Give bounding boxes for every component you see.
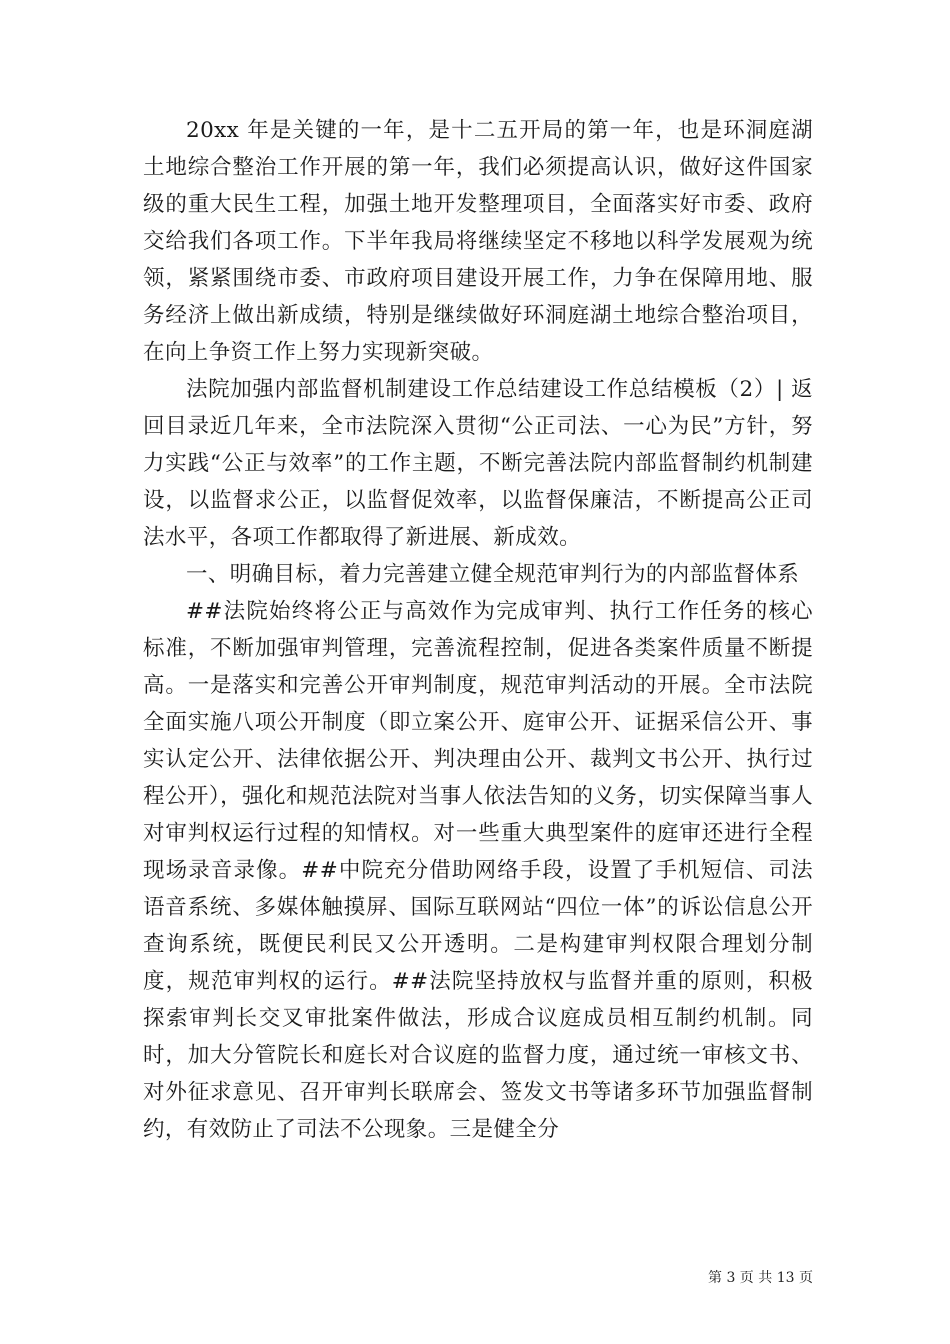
paragraph-land-consolidation: 20xx 年是关键的一年，是十二五开局的第一年，也是环洞庭湖土地综合整治工作开展的第一年，我们必须提高认识，做好这件国家级的重大民生工程，加强土地开发整理项目，全面落实好市委、政府交给我们各项工作。下半年我局将继续坚定不移地以科学发展观为统领，紧紧围绕市委、市政府项目建设开展工作，力争在保障用地、服务经济上做出新成绩，特别是继续做好环洞庭湖土地综合整治项目，在向上争资工作上努力实现新突破。 <box>143 118 813 365</box>
document-body <box>143 112 813 1148</box>
paragraph-court-supervision-intro: 法院加强内部监督机制建设工作总结建设工作总结模板（2）| 返回目录近几年来，全市法院深入贯彻“公正司法、一心为民”方针，努力实践“公正与效率”的工作主题，不断完善法院内部监督制约机制建设，以监督求公正，以监督促效率，以监督保廉洁，不断提高公正司法水平，各项工作都取得了新进展、新成效。 <box>143 377 813 550</box>
page-number-footer: 第 3 页 共 13 页 <box>708 1270 813 1286</box>
paragraph-open-trial-system: ##法院始终将公正与高效作为完成审判、执行工作任务的核心标准，不断加强审判管理，完善流程控制，促进各类案件质量不断提高。一是落实和完善公开审判制度，规范审判活动的开展。全市法院全面实施八项公开制度（即立案公开、庭审公开、证据采信公开、事实认定公开、法律依据公开、判决理由公开、裁判文书公开、执行过程公开），强化和规范法院对当事人依法告知的义务，切实保障当事人对审判权运行过程的知情权。对一些重大典型案件的庭审还进行全程现场录音录像。##中院充分借助网络手段，设置了手机短信、司法语音系统、多媒体触摸屏、国际互联网站“四位一体”的诉讼信息公开查询系统，既便民利民又公开透明。二是构建审判权限合理划分制度，规范审判权的运行。##法院坚持放权与监督并重的原则，积极探索审判长交叉审批案件做法，形成合议庭成员相互制约机制。同时，加大分管院长和庭长对合议庭的监督力度，通过统一审核文书、对外征求意见、召开审判长联席会、签发文书等诸多环节加强监督制约，有效防止了司法不公现象。三是健全分 <box>143 599 813 1142</box>
section-heading-goals: 一、明确目标，着力完善建立健全规范审判行为的内部监督体系 <box>186 562 800 587</box>
